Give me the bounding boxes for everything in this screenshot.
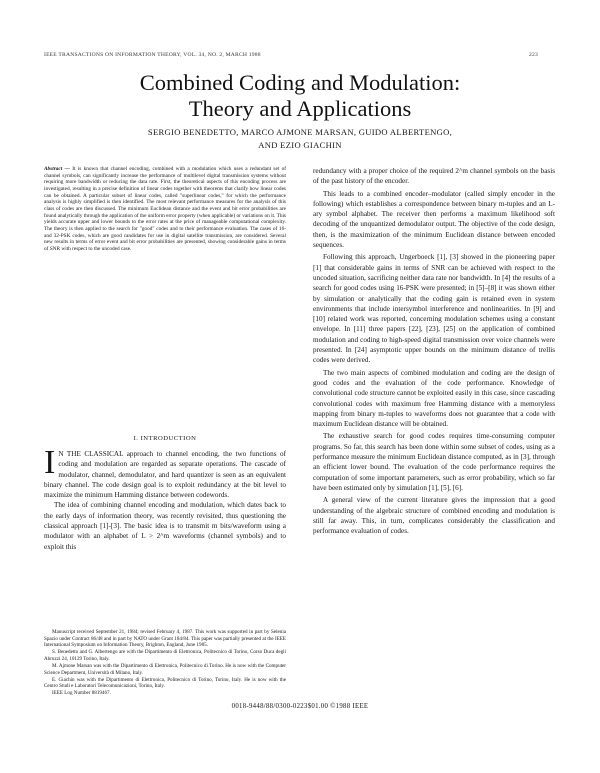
footnote-affiliation-1: S. Benedetto and G. Albertengo are with the Dipartimento di Elettronica, Politecnico di Torino, Corso Duca degli Abruzzi 24, 10129 Torino, Italy. (44, 649, 286, 662)
abstract-lead: Abstract — (44, 166, 70, 172)
introduction-text (44, 449, 286, 620)
paragraph: This leads to a combined encoder–modulator (called simply encoder in the following) which establishes a correspondence between binary m-tuples and an L-ary symbol alphabet. The receiver then performs a maximum likelihood soft decoding of the unquantized demodulator output. The objective of the code design, then, is the maximization of the minimum Euclidean distance between encoded sequences. (313, 189, 555, 250)
intro-paragraph-1: N THE CLASSICAL approach to channel encoding, the two functions of coding and modulation are regarded as separate operations. The cascade of modulator, channel, demodulator, and hard quantizer is seen as an equivalent binary channel. The code design goal is to exploit redundancy at the bit level to maximize the minimum Hamming distance between codewords. (44, 450, 286, 500)
abstract (44, 166, 286, 356)
section-heading: I. INTRODUCTION (133, 435, 197, 442)
paragraph: The exhaustive search for good codes requires time-consuming computer programs. So far, this search has been done within some subset of codes, using as a performance measure the minimum Euclidean distance computed, as in [3], through an efficient lower bound. The evaluation of the code performance requires the computation of some important parameters, such as error probability, which so far have been estimated only by simulation [1], [5], [6]. (313, 432, 555, 492)
footnote-affiliation-2: M. Ajmone Marsan was with the Dipartimento di Elettronica, Politecnico di Torino. He is now with the Computer Science Department, Università di Milano, Italy. (44, 662, 286, 676)
right-column-text (313, 166, 555, 594)
authors-line-1: SERGIO BENEDETTO, MARCO AJMONE MARSAN, GUIDO ALBERTENGO, (147, 127, 453, 137)
copyright-id: 0018-9448/88/0300-0223$01.00 ©1988 IEEE (231, 703, 369, 710)
footnote-log-number: IEEE Log Number 8819467. (52, 690, 111, 697)
drop-cap: I (44, 449, 56, 481)
abstract-text: It is known that channel encoding, combined with a modulation which uses a redundant set of channel symbols, can significantly increase the performance of multilevel digital transmission systems without requiring more bandwidth or reducing the data rate. First, the theoretical aspects of this encoding process are investigated, resulting in a precise definition of linear codes together with theorems that clarify how linear codes can be obtained. A particular subset of linear codes, called "superlinear codes," for which the performance analysis is highly simplified is then identified. The most relevant performance measures for the analysis of this class of codes are then discussed. The minimum Euclidean distance and the event and bit error probabilities are found analytically through the application of the uniform error property (when applicable) or variations on it. This yields accurate upper and lower bounds to the error rates at the price of manageable computational complexity. The theory is then applied to the search for "good" codes and to their performance evaluation. The cases of 16- and 32-PSK codes, which are good candidates for use in digital satellite transmission, are considered. Several new results in terms of error event and bit error probabilities are presented, showing considerable gains in terms of SNR with respect to the uncoded case. (44, 166, 286, 252)
title-line-1: Combined Coding and Modulation: (139, 70, 461, 95)
journal-line: IEEE TRANSACTIONS ON INFORMATION THEORY, VOL. 34, NO. 2, MARCH 1988 (44, 52, 261, 58)
footnote-manuscript: Manuscript received September 21, 1984; revised February 4, 1987. This work was supported in part by Selenia Spazio under Contract 86/48 and in part by NATO under Grant 184/84. This paper was partially presented at the IEEE International Symposium on Information Theory, Brighton, England, June 1985. (44, 629, 286, 649)
paragraph: The two main aspects of combined modulation and coding are the design of good codes and the evaluation of the code performance. Knowledge of convolutional code structure cannot be exploited easily in this case, since cascading convolutional codes with maximum free Hamming distance with a memoryless mapping from binary m-tuples to waveforms does not guarantee that a code with maximum Euclidean distance will be obtained. (313, 368, 555, 429)
paragraph: Following this approach, Ungerboeck [1], [3] showed in the pioneering paper [1] that considerable gains in terms of SNR can be achieved with respect to the uncoded situation, sacrificing neither data rate nor bandwidth. In [4] the results of a search for good codes using 16-PSK were presented; in [5]–[8] it was shown either by simulation or analytically that the coding gain is retained even in system environments that include intersymbol interference and nonlinearities. In [9] and [10] related work was reported, concerning modulation schemes using a constant envelope. In [11] three papers [22], [23], [25] on the application of combined modulation and coding to high-speed digital transmission over voice channels were presented. In [24] asymptotic upper bounds on the minimum distance of trellis codes were derived. (313, 253, 555, 365)
footnotes (44, 629, 286, 757)
paragraph: A general view of the current literature gives the impression that a good understanding of the algebraic structure of combined encoding and modulation is still far away. This, in turn, complicates considerably the classification and performance evaluation of codes. (313, 496, 555, 536)
paper-title (60, 70, 540, 122)
author-list (70, 126, 530, 152)
intro-paragraph-2: The idea of combining channel encoding and modulation, which dates back to the early days of information theory, was recently revisited, thus questioning the classical approach [1]-[3]. The basic idea is to transmit m bits/waveform using a modulator with an alphabet of L > 2^m waveforms (channel symbols) and to exploit this (44, 501, 286, 551)
paragraph: redundancy with a proper choice of the required 2^m channel symbols on the basis of the past history of the encoder. (313, 167, 555, 186)
title-line-2: Theory and Applications (188, 96, 412, 121)
left-column (44, 166, 286, 697)
running-header (44, 52, 538, 62)
right-column (313, 166, 555, 594)
footnote-affiliation-3: E. Giachin was with the Dipartimento di Elettronica, Politecnico di Torino, Torino, Italy. He is now with the Centro Studi e Laboratori Telecomunicazioni, Torino, Italy. (44, 676, 286, 690)
page-number: 223 (529, 52, 538, 58)
authors-line-2: AND EZIO GIACHIN (258, 140, 342, 150)
